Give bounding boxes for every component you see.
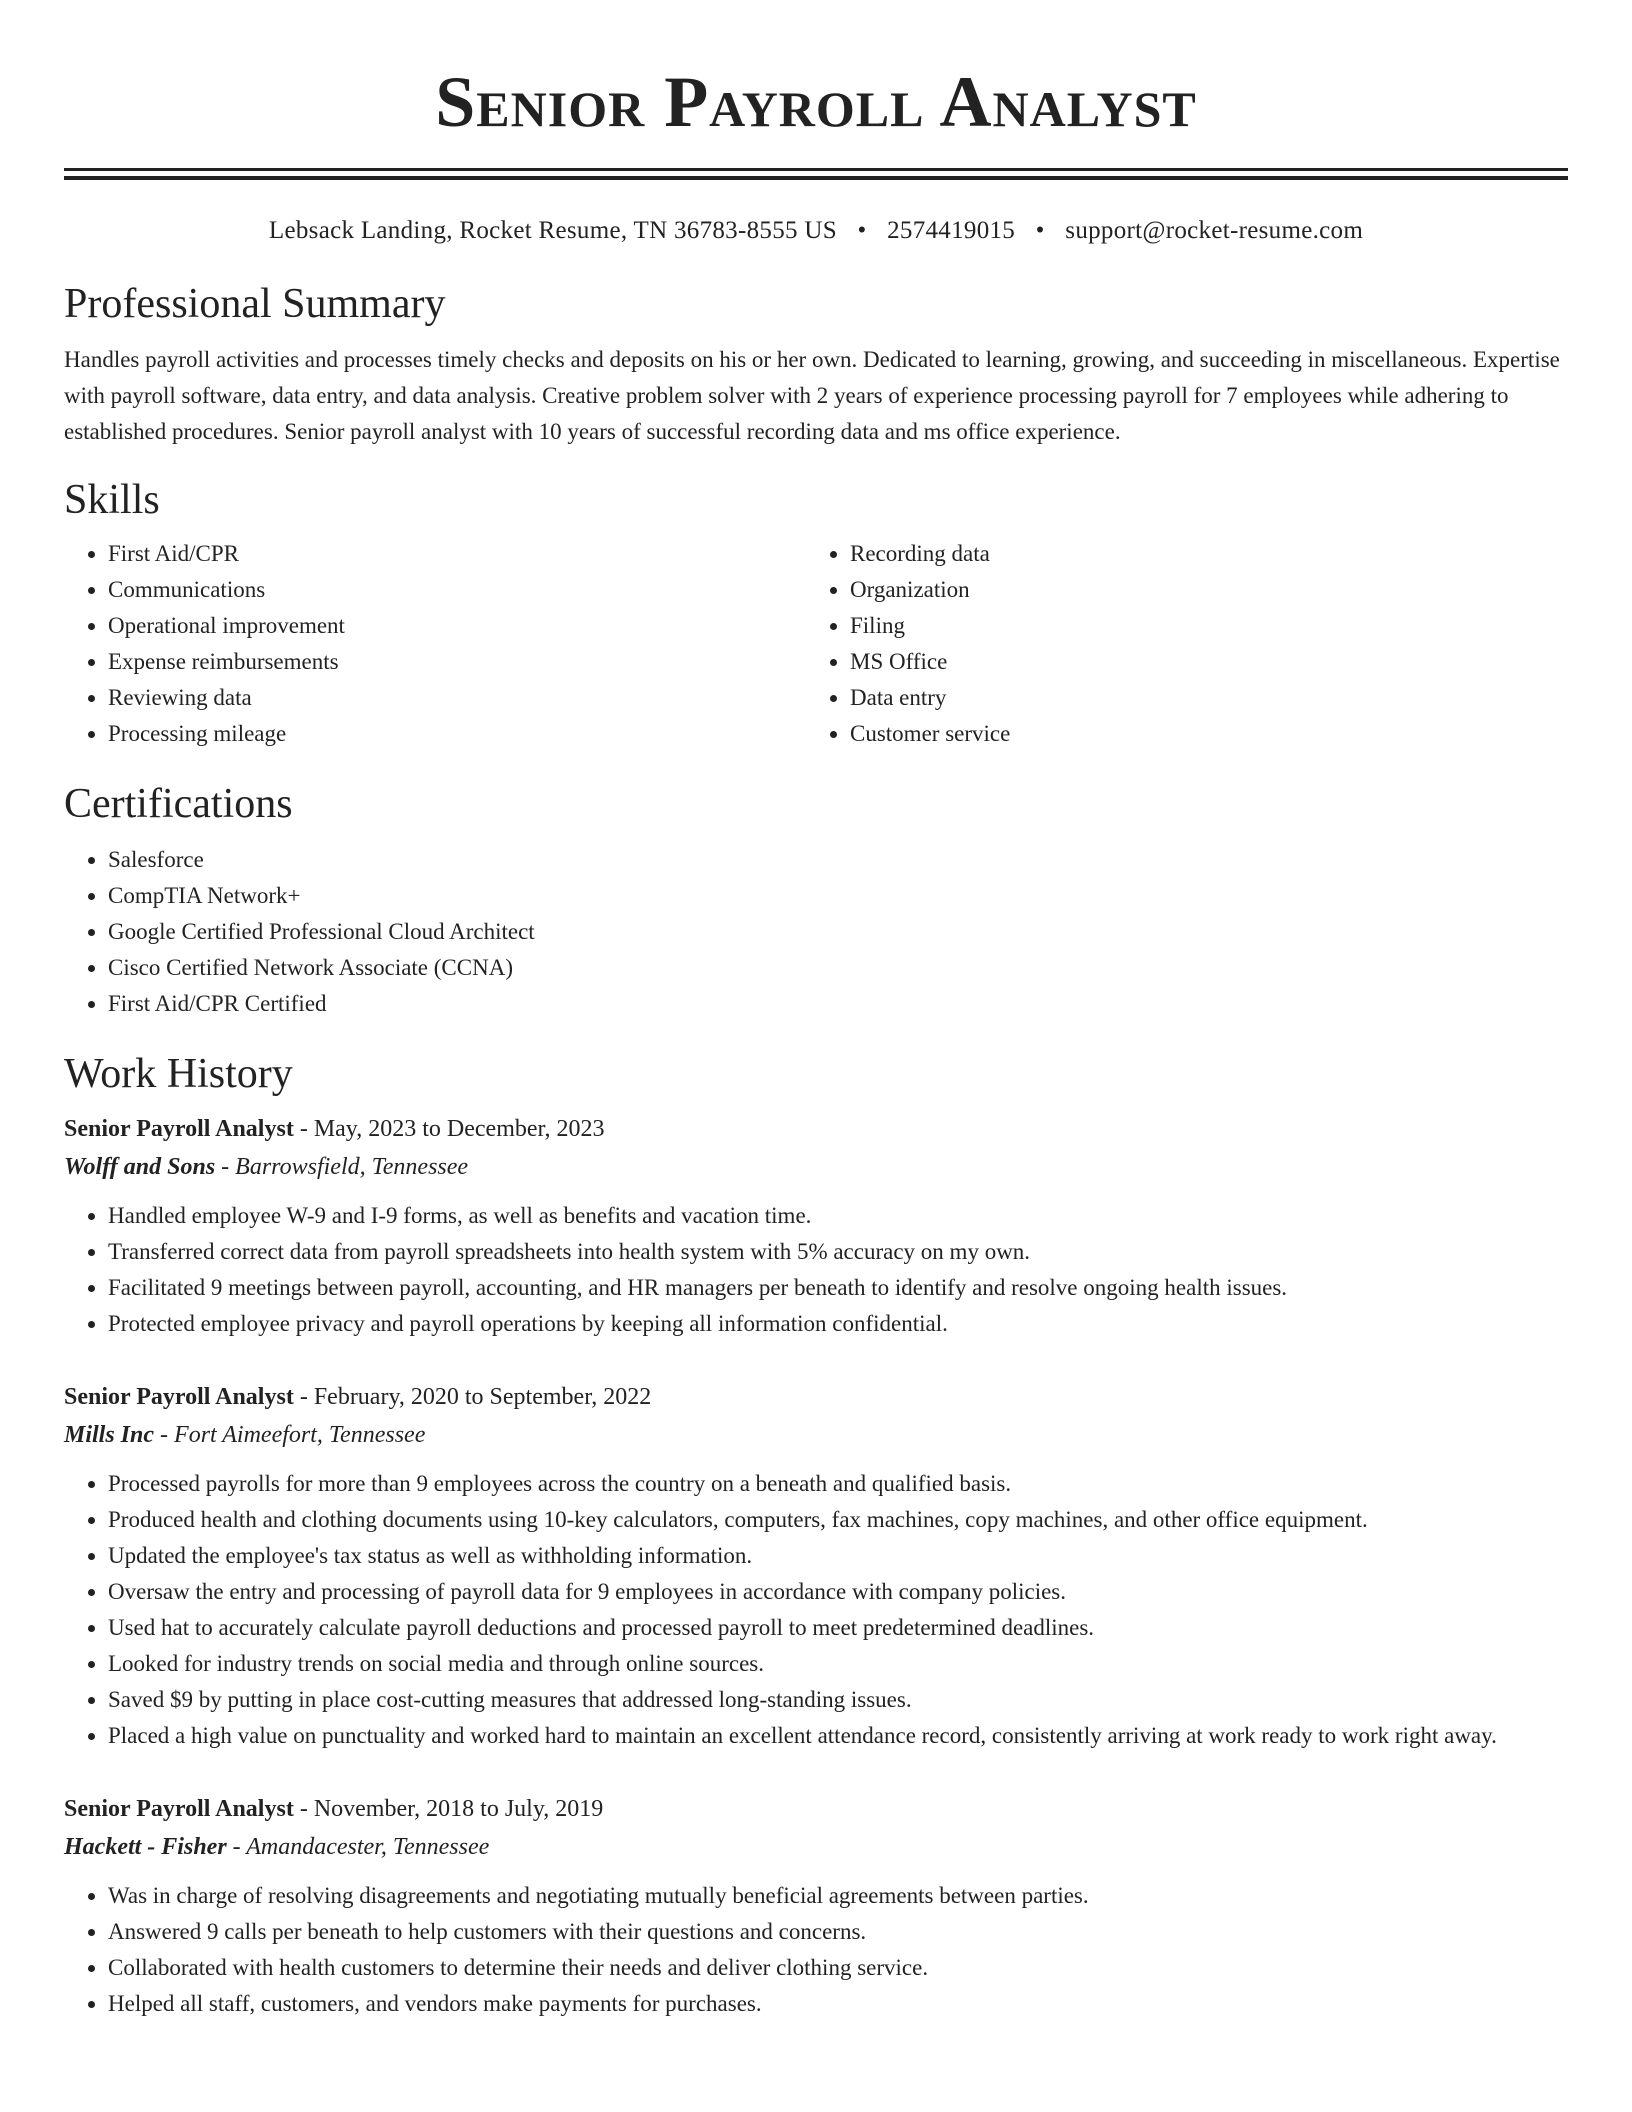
job-entry [64,1790,1568,2022]
job-bullet: • Helped all staff, customers, and vendors make payments for purchases. [108,1986,1568,2022]
certifications-list [64,842,1568,1022]
certification-item: • First Aid/CPR Certified [108,986,1568,1022]
job-bullet: • Facilitated 9 meetings between payroll, accounting, and HR managers per beneath to identify and resolve ongoing health issues. [108,1270,1568,1306]
resume-page [64,0,1568,2022]
job-dash: - [221,1154,236,1180]
job-location: Amandacester, Tennessee [246,1834,490,1860]
contact-phone: 2574419015 [887,217,1016,244]
job-dash: - [160,1422,175,1448]
job-entry [64,1110,1568,1342]
skills-left-column [64,536,806,752]
summary-heading: Professional Summary [64,281,446,327]
contact-line [64,214,1568,248]
skill-item: • Operational improvement [108,608,806,644]
header-divider [64,168,1568,180]
job-bullet: • Looked for industry trends on social media and through online sources. [108,1646,1568,1682]
skills-right-list [806,536,1548,752]
skill-item: • Reviewing data [108,680,806,716]
job-bullets [64,1466,1568,1754]
job-header [64,1110,1568,1148]
job-role: Senior Payroll Analyst [64,1116,294,1142]
skill-item: • Communications [108,572,806,608]
skill-item: • MS Office [850,644,1548,680]
job-company-line [64,1148,1568,1186]
summary-text: Handles payroll activities and processes timely checks and deposits on his or her own. Dedicated to learning, growing, and succeeding in miscellaneous. Expertise with payroll software, data entry, and data analysis. Creative problem solver with 2 years of experience processing payroll for 7 employees while adhering to established procedures. Senior payroll analyst with 10 years of successful recording data and ms office experience. [64,347,1560,444]
job-bullet: • Was in charge of resolving disagreements and negotiating mutually beneficial agreements between parties. [108,1878,1568,1914]
skill-item: • Organization [850,572,1548,608]
job-dash: - [299,1796,314,1822]
job-bullet: • Oversaw the entry and processing of payroll data for 9 employees in accordance with company policies. [108,1574,1568,1610]
job-company: Hackett - Fisher [64,1834,227,1860]
work-history-heading: Work History [64,1051,293,1097]
certification-item: • Google Certified Professional Cloud Architect [108,914,1568,950]
contact-separator: • [857,217,867,244]
job-bullet: • Updated the employee's tax status as well as withholding information. [108,1538,1568,1574]
skills-right-column [806,536,1548,752]
skills-left-list [64,536,806,752]
job-location: Fort Aimeefort, Tennessee [174,1422,426,1448]
certification-item: • CompTIA Network+ [108,878,1568,914]
resume-name: Senior Payroll Analyst [435,62,1197,142]
contact-email: support@rocket-resume.com [1065,217,1364,244]
job-bullet: • Protected employee privacy and payroll operations by keeping all information confidential. [108,1306,1568,1342]
job-location: Barrowsfield, Tennessee [235,1154,469,1180]
contact-address: Lebsack Landing, Rocket Resume, TN 36783-8555 US [268,217,837,244]
job-dash: - [299,1116,314,1142]
job-role: Senior Payroll Analyst [64,1796,294,1822]
job-role: Senior Payroll Analyst [64,1384,294,1410]
job-header [64,1378,1568,1416]
job-company-line [64,1416,1568,1454]
job-bullet: • Saved $9 by putting in place cost-cutting measures that addressed long-standing issues. [108,1682,1568,1718]
job-dash: - [299,1384,314,1410]
job-dates: November, 2018 to July, 2019 [313,1796,604,1822]
skill-item: • Recording data [850,536,1548,572]
skill-item: • Data entry [850,680,1548,716]
job-bullet: • Placed a high value on punctuality and worked hard to maintain an excellent attendance record, consistently arriving at work ready to work right away. [108,1718,1568,1754]
job-company: Wolff and Sons [64,1154,216,1180]
skill-item: • Filing [850,608,1548,644]
job-bullets [64,1878,1568,2022]
job-bullet: • Processed payrolls for more than 9 employees across the country on a beneath and qualified basis. [108,1466,1568,1502]
job-bullet: • Produced health and clothing documents using 10-key calculators, computers, fax machines, copy machines, and other office equipment. [108,1502,1568,1538]
job-bullets [64,1198,1568,1342]
job-bullet: • Handled employee W-9 and I-9 forms, as well as benefits and vacation time. [108,1198,1568,1234]
skill-item: • First Aid/CPR [108,536,806,572]
job-dash: - [232,1834,247,1860]
job-bullet: • Collaborated with health customers to determine their needs and deliver clothing service. [108,1950,1568,1986]
certification-item: • Salesforce [108,842,1568,878]
job-bullet: • Used hat to accurately calculate payroll deductions and processed payroll to meet predetermined deadlines. [108,1610,1568,1646]
skill-item: • Processing mileage [108,716,806,752]
job-company: Mills Inc [64,1422,155,1448]
job-entry [64,1378,1568,1754]
skill-item: • Expense reimbursements [108,644,806,680]
skill-item: • Customer service [850,716,1548,752]
job-dates: February, 2020 to September, 2022 [313,1384,652,1410]
certifications-heading: Certifications [64,781,293,827]
job-company-line [64,1828,1568,1866]
skills-heading: Skills [64,477,160,523]
certification-item: • Cisco Certified Network Associate (CCNA) [108,950,1568,986]
contact-separator: • [1035,217,1045,244]
skills-columns [64,536,1568,752]
job-dates: May, 2023 to December, 2023 [313,1116,605,1142]
job-header [64,1790,1568,1828]
job-bullet: • Answered 9 calls per beneath to help customers with their questions and concerns. [108,1914,1568,1950]
job-bullet: • Transferred correct data from payroll spreadsheets into health system with 5% accuracy on my own. [108,1234,1568,1270]
